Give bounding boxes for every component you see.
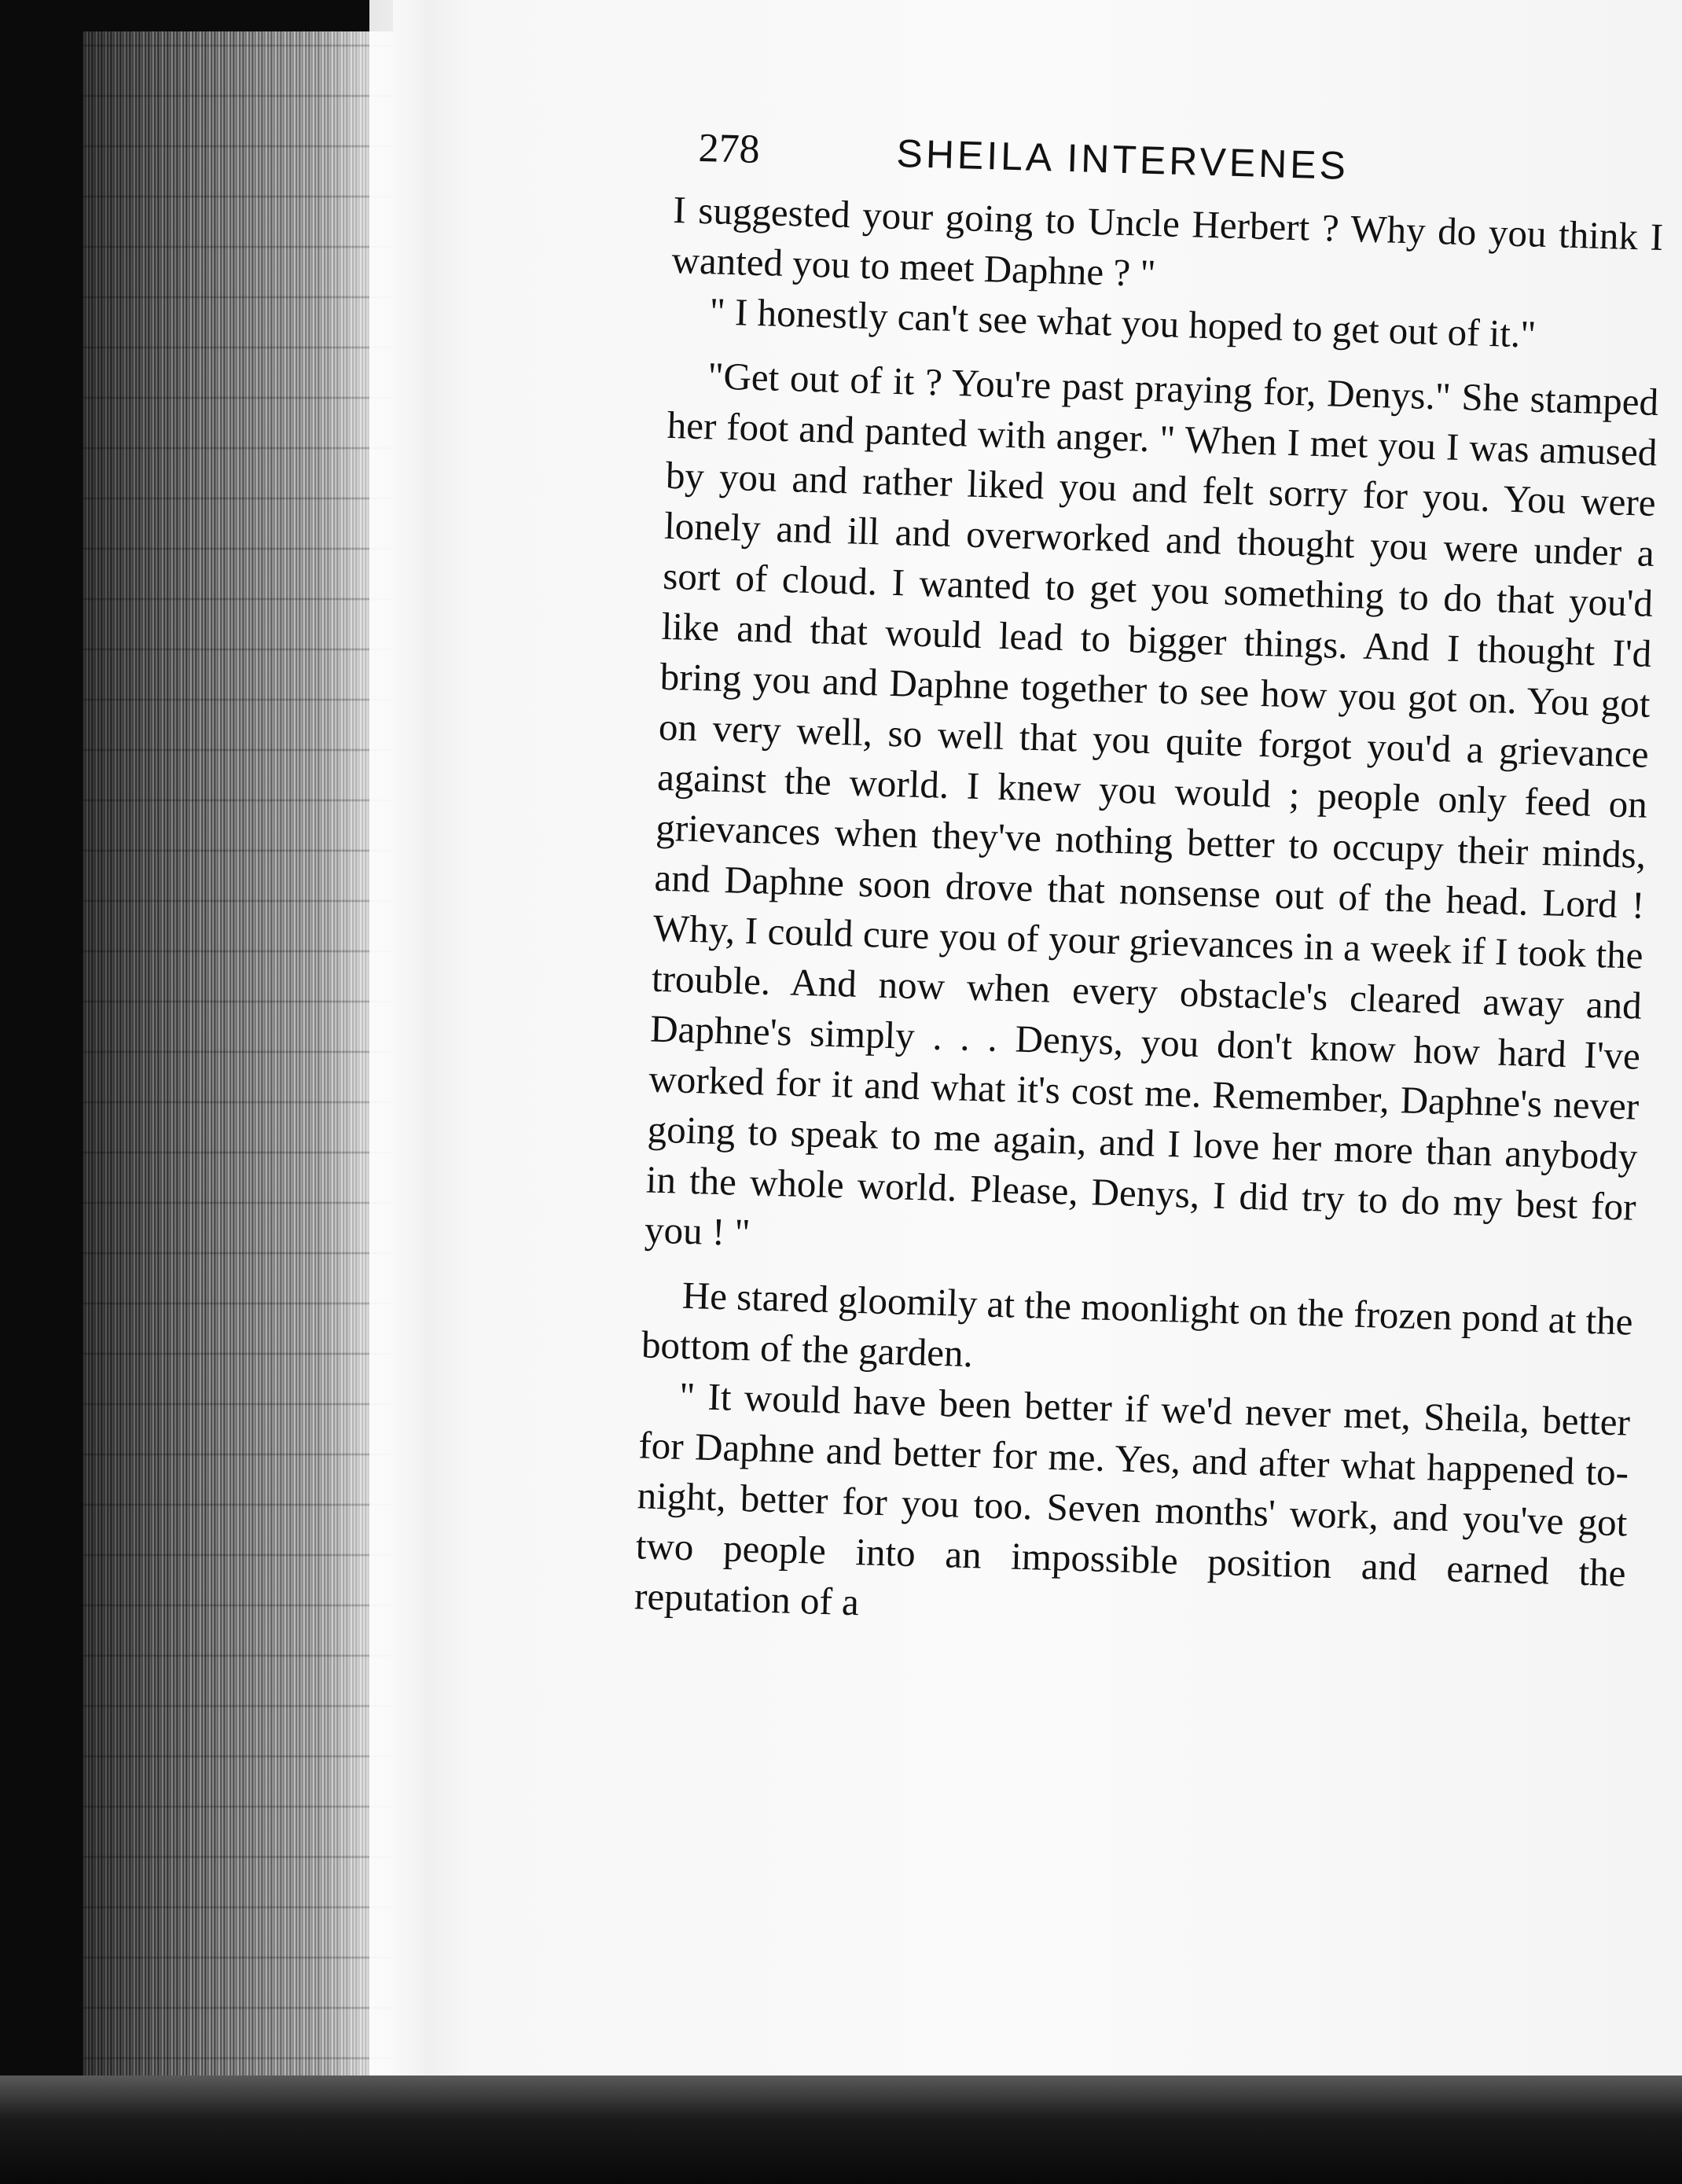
paragraph-1: I suggested your going to Uncle Herbert ? Why do you think I wanted you to meet Daphne ? " (670, 187, 1664, 296)
scan-bottom-edge (0, 2076, 1682, 2184)
paragraph-4: He stared gloomily at the moonlight on the frozen pond at the bottom of the garden. (641, 1273, 1634, 1376)
page-number: 278 (697, 125, 761, 172)
running-title: SHEILA INTERVENES (895, 131, 1350, 188)
stacked-page-edges (83, 31, 397, 2107)
binding-gutter (369, 0, 424, 2184)
paragraph-3: "Get out of it ? You're past praying for, Denys." She stamped her foot and panted with anger. " When I met you I was amused by you and rather liked you and felt sorry for you. You were lonely and ill and overworked and thought you were under a sort of cloud. I wanted to get you something to do that you'd like and that would lead to bigger things. And I thought I'd bring you and Daphne together to see how you got on. You got on very well, so well that you quite forgot you'd a grievance against the world. I knew you would ; people only feed on grievances when they've nothing better to occupy their minds, and Daphne soon drove that nonsense out of the head. Lord ! Why, I could cure you of your grievances in a week if I took the trouble. And now when every obstacle's cleared away and Daphne's simply . . . Denys, you don't know how hard I've worked for it and what it's cost me. Remember, Daphne's never going to speak to me again, and I love her more than anybody in the whole world. Please, Denys, I did try to do my best for you ! " (644, 354, 1659, 1255)
paragraph-2: " I honestly can't see what you hoped to get out of it." (709, 289, 1537, 356)
paragraph-5: " It would have been better if we'd never met, Sheila, better for Daphne and better for me. Yes, and after what happened to-night, better for you too. Seven months' work, and you've got two people into an impossible position and earned the reputation of a (634, 1373, 1631, 1624)
page-text (634, 110, 1665, 1649)
